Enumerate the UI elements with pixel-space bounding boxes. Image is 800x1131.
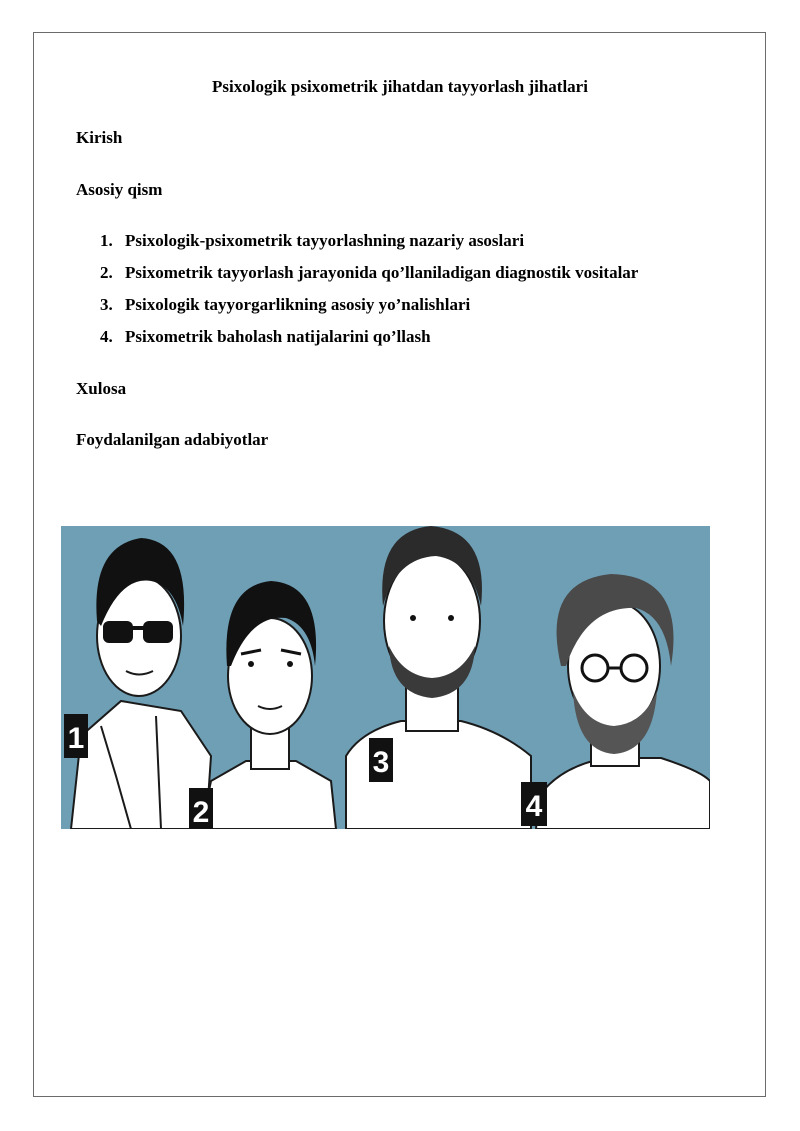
toc-item-text: Psixologik-psixometrik tayyorlashning nazariy asoslari: [125, 231, 525, 250]
toc-item: [100, 294, 638, 326]
toc-item-number: 3.: [100, 295, 113, 314]
man-3-label: 3: [372, 746, 390, 779]
toc-item: [100, 262, 638, 294]
toc-item: [100, 230, 638, 262]
man-3-figure: [346, 526, 531, 829]
toc-item-text: Psixologik tayyorgarlikning asosiy yo’nalishlari: [125, 295, 471, 314]
man-2-figure: [189, 581, 336, 829]
toc-item: [100, 326, 638, 358]
heading-conclusion: Xulosa: [76, 379, 127, 398]
document-title: Psixologik psixometrik jihatdan tayyorlash jihatlari: [212, 77, 588, 96]
man-1-label: 1: [67, 722, 85, 755]
heading-references: Foydalanilgan adabiyotlar: [76, 430, 269, 449]
toc-item-number: 4.: [100, 327, 113, 346]
illustration-four-men: [61, 526, 710, 829]
man-4-label: 4: [525, 790, 543, 823]
heading-intro: Kirish: [76, 128, 123, 147]
toc-item-text: Psixometrik baholash natijalarini qo’llash: [125, 327, 431, 346]
toc-item-number: 1.: [100, 231, 113, 250]
illustration-svg: [61, 526, 710, 829]
toc-item-number: 2.: [100, 263, 113, 282]
man-1-figure: [64, 538, 211, 829]
heading-main-part: Asosiy qism: [76, 180, 163, 199]
toc-item-text: Psixometrik tayyorlash jarayonida qo’llaniladigan diagnostik vositalar: [125, 263, 639, 282]
table-of-contents: [100, 230, 638, 358]
man-4-figure: [521, 574, 710, 829]
man-2-label: 2: [192, 796, 210, 829]
